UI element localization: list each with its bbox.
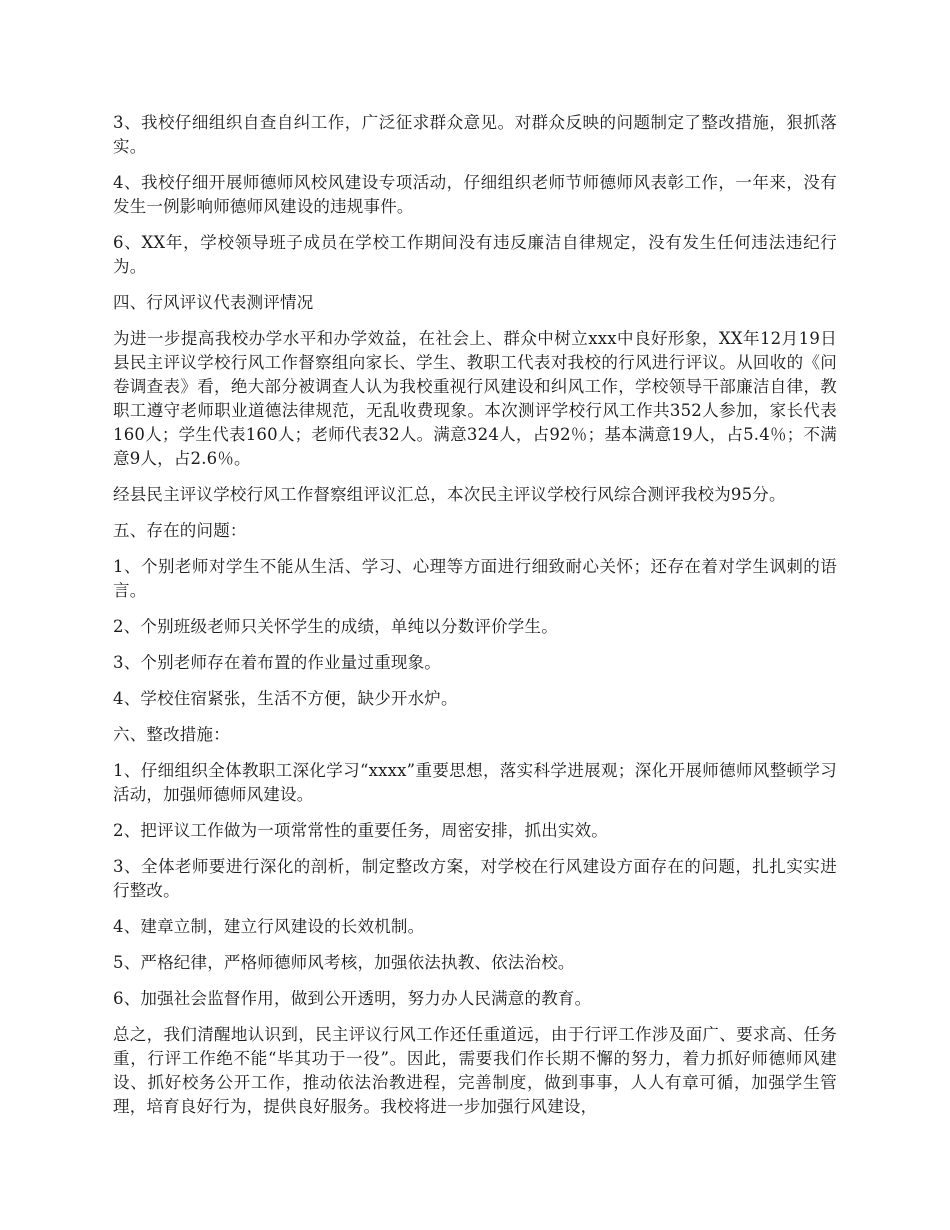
measure-item-6: 6、加强社会监督作用，做到公开透明，努力办人民满意的教育。 (113, 989, 592, 1008)
measure-item-1: 1、仔细组织全体教职工深化学习“xxxx”重要思想，落实科学进展观；深化开展师德师风整顿学习活动，加强师德师风建设。 (113, 761, 837, 804)
section-heading-problems: 五、存在的问题： (113, 521, 247, 540)
paragraph-self-inspection: 3、我校仔细组织自查自纠工作，广泛征求群众意见。对群众反映的问题制定了整改措施，狠抓落实。 (113, 113, 837, 156)
paragraph-evaluation-results: 为进一步提高我校办学水平和办学效益，在社会上、群众中树立xxx中良好形象，XX年12月19日县民主评议学校行风工作督察组向家长、学生、教职工代表对我校的行风进行评议。从回收的《问卷调查表》看，绝大部分被调查人认为我校重视行风建设和纠风工作，学校领导干部廉洁自律，教职工遵守老师职业道德法律规范，无乱收费现象。本次测评学校行风工作共352人参加，家长代表160人；学生代表160人；老师代表32人。满意324人，占92％；基本满意19人，占5.4％；不满意9人，占2.6％。 (113, 329, 837, 468)
paragraph-ethics-campaign: 4、我校仔细开展师德师风校风建设专项活动，仔细组织老师节师德师风表彰工作，一年来，没有发生一例影响师德师风建设的违规事件。 (113, 173, 837, 216)
measure-item-3: 3、全体老师要进行深化的剖析，制定整改方案，对学校在行风建设方面存在的问题，扎扎实实进行整改。 (113, 857, 837, 900)
problem-item-4: 4、学校住宿紧张，生活不方便，缺少开水炉。 (113, 689, 458, 708)
problem-item-2: 2、个别班级老师只关怀学生的成绩，单纯以分数评价学生。 (113, 617, 558, 636)
measure-item-5: 5、严格纪律，严格师德师风考核，加强依法执教、依法治校。 (113, 953, 575, 972)
section-heading-measures: 六、整改措施： (113, 725, 230, 744)
paragraph-leadership-integrity: 6、XX年，学校领导班子成员在学校工作期间没有违反廉洁自律规定，没有发生任何违法违纪行为。 (113, 233, 837, 276)
paragraph-overall-score: 经县民主评议学校行风工作督察组评议汇总，本次民主评议学校行风综合测评我校为95分。 (113, 485, 786, 504)
problem-item-3: 3、个别老师存在着布置的作业量过重现象。 (113, 653, 441, 672)
measure-item-2: 2、把评议工作做为一项常常性的重要任务，周密安排，抓出实效。 (113, 821, 608, 840)
section-heading-evaluation: 四、行风评议代表测评情况 (113, 293, 314, 312)
document-page (113, 111, 837, 1131)
paragraph-conclusion: 总之，我们清醒地认识到，民主评议行风工作还任重道远，由于行评工作涉及面广、要求高、任务重，行评工作绝不能“毕其功于一役”。因此，需要我们作长期不懈的努力，着力抓好师德师风建设、抓好校务公开工作，推动依法治教进程，完善制度，做到事事，人人有章可循，加强学生管理，培育良好行为，提供良好服务。我校将进一步加强行风建设， (113, 1025, 837, 1116)
problem-item-1: 1、个别老师对学生不能从生活、学习、心理等方面进行细致耐心关怀；还存在着对学生讽刺的语言。 (113, 557, 837, 600)
measure-item-4: 4、建章立制，建立行风建设的长效机制。 (113, 917, 425, 936)
